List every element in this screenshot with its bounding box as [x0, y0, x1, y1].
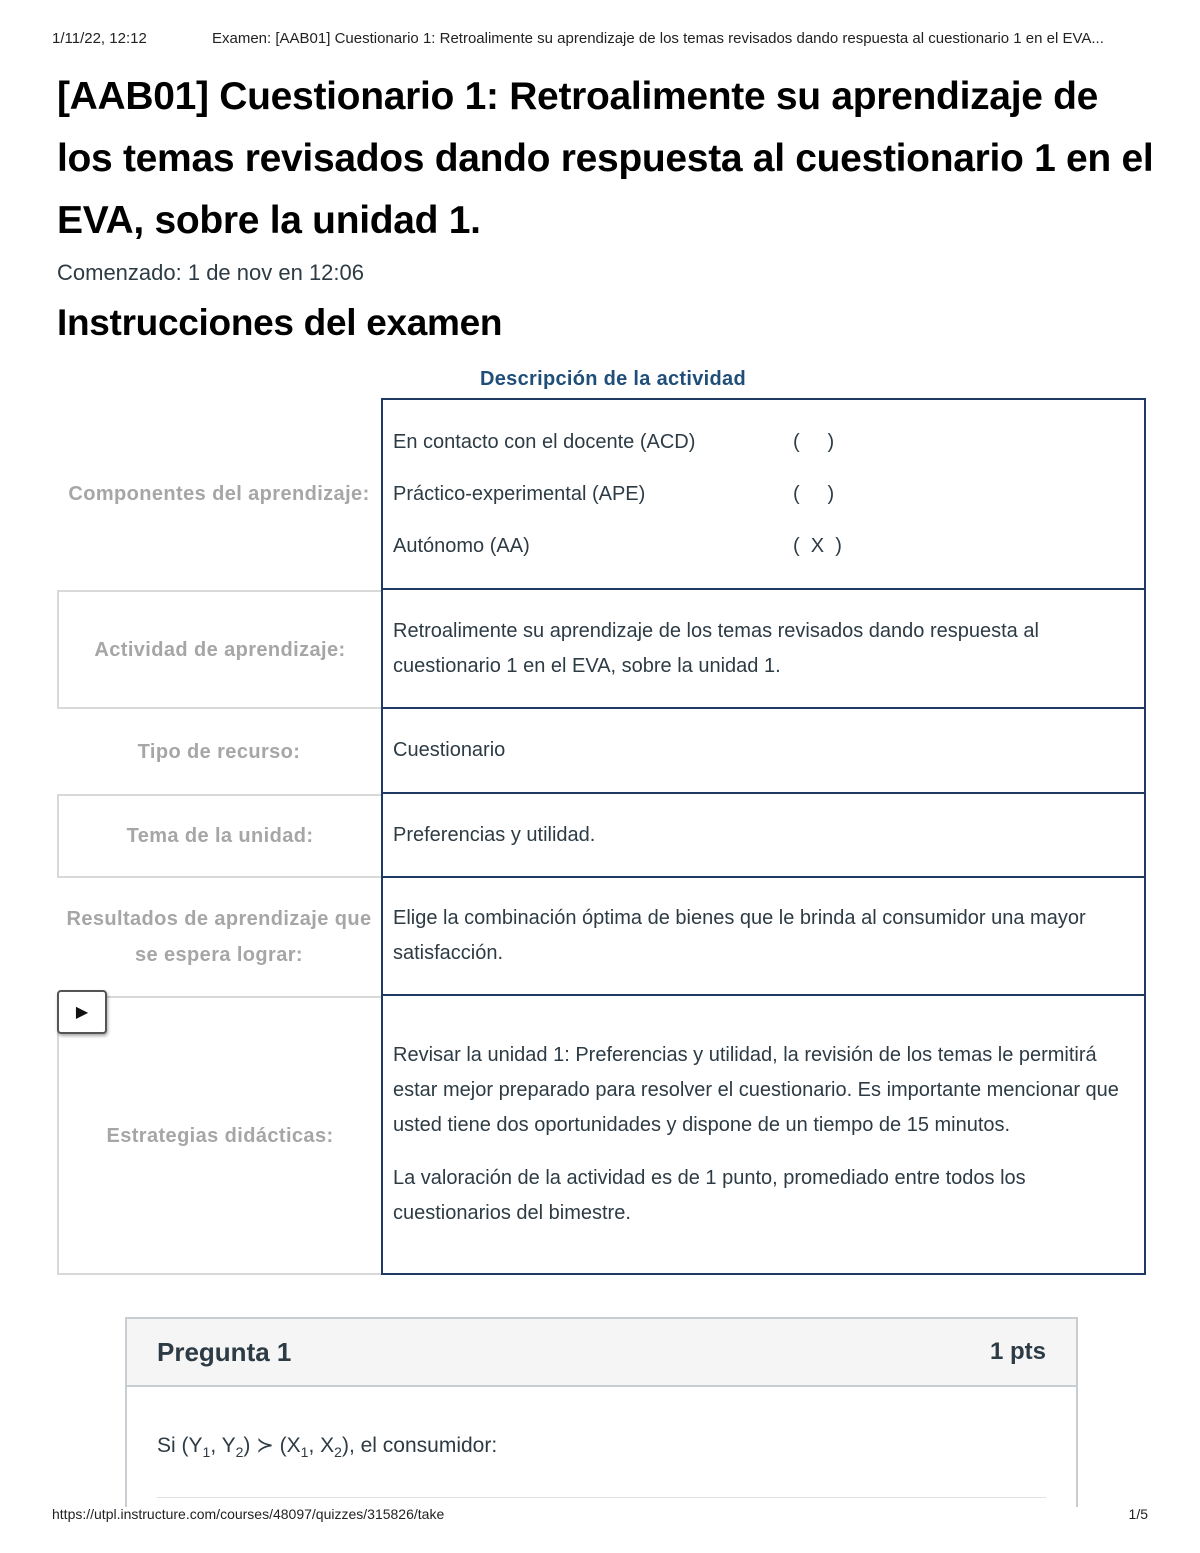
question-points: 1 pts: [989, 1338, 1046, 1365]
question-text-part: , X: [308, 1434, 335, 1457]
print-footer: [52, 1506, 1148, 1522]
question-text-part: ), el consumidor:: [341, 1434, 498, 1457]
component-ape: [393, 468, 1134, 520]
components-label: Componentes del aprendizaje:: [68, 483, 370, 505]
unit-topic-label: Tema de la unidad:: [57, 794, 381, 878]
page-number: 1/5: [1128, 1506, 1148, 1522]
play-icon: ▶: [75, 1004, 89, 1021]
component-name: En contacto con el docente (ACD): [393, 430, 696, 453]
component-name: Autónomo (AA): [393, 534, 530, 557]
activity-description-title: Descripción de la actividad: [480, 368, 746, 390]
subscript: 1: [300, 1444, 309, 1461]
resource-type-label: Tipo de recurso:: [137, 740, 301, 763]
component-mark: ( ): [793, 482, 835, 505]
strategies-paragraph: Revisar la unidad 1: Preferencias y utilidad, la revisión de los temas le permitirá estar mejor preparado para resolver el cuestionario. Es importante mencionar que usted tiene dos oportunidades y dispone de un tiempo de 15 minutos.: [393, 1044, 1119, 1136]
row-learning-activity: [57, 590, 1146, 709]
quiz-title: [AAB01] Cuestionario 1: Retroalimente su aprendizaje de los temas revisados dando respuesta al cuestionario 1 en el EVA, sobre la unidad 1.: [57, 75, 1154, 242]
print-title: Examen: [AAB01] Cuestionario 1: Retroalimente su aprendizaje de los temas revisados dando respuesta al cuestionario 1 en el EVA...: [212, 30, 1104, 47]
strategies-value: [381, 996, 1146, 1275]
strategies-paragraph: La valoración de la actividad es de 1 punto, promediado entre todos los cuestionarios del bimestre.: [393, 1167, 1026, 1224]
row-resource-type: [57, 709, 1146, 794]
resource-type-value: Cuestionario: [381, 709, 1146, 794]
question-text-part: ) ≻ (X: [243, 1434, 301, 1457]
question-1: [125, 1317, 1078, 1507]
subscript: 1: [202, 1444, 211, 1461]
question-text-part: Si (Y: [157, 1434, 203, 1457]
row-strategies: [57, 996, 1146, 1275]
learning-activity-value: Retroalimente su aprendizaje de los temas revisados dando respuesta al cuestionario 1 en el EVA, sobre la unidad 1.: [381, 590, 1146, 709]
row-expected-results: [57, 878, 1146, 996]
started-time: Comenzado: 1 de nov en 12:06: [57, 260, 365, 285]
component-name: Práctico-experimental (APE): [393, 482, 646, 505]
page-url-link[interactable]: https://utpl.instructure.com/courses/48097/quizzes/315826/take: [52, 1506, 445, 1522]
question-divider: [157, 1497, 1046, 1498]
question-name: Pregunta 1: [157, 1336, 292, 1367]
subscript: 2: [235, 1444, 244, 1461]
question-text-part: , Y: [210, 1434, 236, 1457]
question-text: [127, 1387, 1076, 1460]
components-value: [381, 398, 1146, 590]
component-mark: ( X ): [793, 534, 842, 557]
row-components: [57, 398, 1146, 590]
row-unit-topic: [57, 794, 1146, 878]
print-header: [52, 30, 1148, 47]
play-button[interactable]: [57, 990, 107, 1034]
expected-results-value: Elige la combinación óptima de bienes que le brinda al consumidor una mayor satisfacción.: [381, 878, 1146, 996]
component-acd: [393, 416, 1134, 468]
activity-table: [57, 398, 1146, 1275]
learning-activity-label: Actividad de aprendizaje:: [57, 590, 381, 709]
expected-results-label: Resultados de aprendizaje que se espera lograr:: [66, 908, 372, 966]
subscript: 2: [334, 1444, 342, 1461]
strategies-label: Estrategias didácticas:: [57, 996, 381, 1275]
question-header: [127, 1319, 1076, 1387]
component-aa: [393, 520, 1134, 572]
instructions-heading: Instrucciones del examen: [57, 302, 503, 343]
component-mark: ( ): [793, 430, 835, 453]
unit-topic-value: Preferencias y utilidad.: [381, 794, 1146, 878]
print-datetime: 1/11/22, 12:12: [52, 30, 147, 47]
